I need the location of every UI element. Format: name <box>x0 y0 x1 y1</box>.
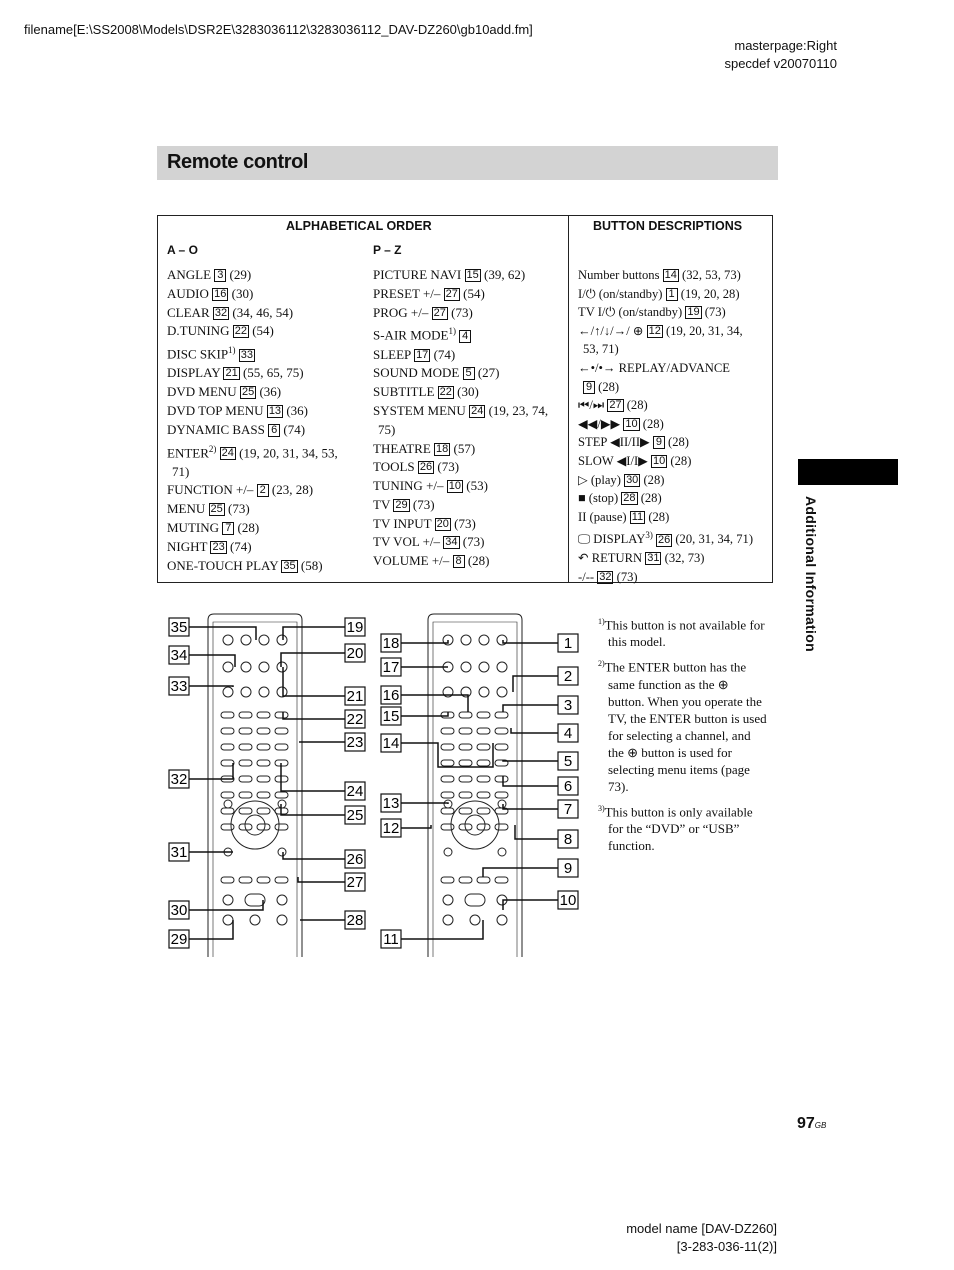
callout-number: 28 <box>346 912 364 929</box>
footnote: $^{2)}$The ENTER button has the same function as the ⊕ button. When you operate the TV, the ENTER button is used for selecting a channel, and the ⊕ button is used for selecting menu items (page 73). <box>598 659 767 794</box>
callout-number: 7 <box>563 801 573 818</box>
title-band <box>157 146 778 180</box>
footnote: $^{3)}$This button is only available for the “DVD” or “USB” function. <box>598 803 753 853</box>
index-entry: TV 29 (73) <box>373 496 435 512</box>
callout-number: 33 <box>170 678 188 695</box>
callout-number: 18 <box>382 635 400 652</box>
section-label: Additional Information <box>803 496 819 652</box>
index-entry: PRESET +/– 27 (54) <box>373 285 485 301</box>
index-entry: MENU 25 (73) <box>167 501 250 517</box>
callout-number: 14 <box>382 735 400 752</box>
col1-list <box>167 266 367 575</box>
callout-number: 8 <box>563 831 573 848</box>
header-masterpage: masterpage:Right <box>734 38 837 53</box>
index-entry: DISPLAY 21 (55, 65, 75) <box>167 365 304 381</box>
callout-number: 9 <box>563 860 573 877</box>
callout-number: 16 <box>382 687 400 704</box>
page-number <box>797 1115 826 1133</box>
index-entry: -/-- 32 (73) <box>578 569 638 584</box>
desc-header: BUTTON DESCRIPTIONS <box>593 219 743 233</box>
index-entry: D.TUNING 22 (54) <box>167 323 274 339</box>
index-entry: Number buttons 14 (32, 53, 73) <box>578 268 741 282</box>
callout-number: 26 <box>346 851 364 868</box>
page-number-value: 97 <box>797 1115 815 1132</box>
index-entry: ↶ RETURN 31 (32, 73) <box>578 551 705 566</box>
callout-number: 35 <box>170 619 188 636</box>
col3-list <box>578 266 770 586</box>
index-entry: SUBTITLE 22 (30) <box>373 384 479 400</box>
footer <box>626 1220 777 1256</box>
index-entry: SLOW ◀I/I▶ 10 (28) <box>578 453 692 468</box>
callout-number: 19 <box>346 619 364 636</box>
index-entry: SYSTEM MENU 24 (19, 23, 74, <box>373 402 549 418</box>
index-entry: TV I/⏻ (on/standby) 19 (73) <box>578 305 726 320</box>
callout-number: 5 <box>563 753 573 770</box>
index-entry: ←/↑/↓/→/ ⊕ 12 (19, 20, 31, 34, <box>578 323 743 338</box>
index-entry: DISC SKIP$^{1)}$ 33 <box>167 345 254 362</box>
callout-number: 23 <box>346 734 364 751</box>
index-entry: NIGHT 23 (74) <box>167 538 252 554</box>
callout-number: 20 <box>346 645 364 662</box>
callout-number: 34 <box>170 647 188 664</box>
index-entry: 9 (28) <box>578 378 770 397</box>
index-entry: DVD MENU 25 (36) <box>167 384 282 400</box>
index-entry: II (pause) 11 (28) <box>578 509 670 524</box>
index-entry: ■ (stop) 28 (28) <box>578 491 662 506</box>
index-entry: ANGLE 3 (29) <box>167 267 252 282</box>
callout-number: 13 <box>382 795 400 812</box>
index-entry: SOUND MODE 5 (27) <box>373 365 500 381</box>
index-entry: 71) <box>172 463 190 479</box>
index-entry: ⏮/⏭ 27 (28) <box>578 398 648 413</box>
index-entry: ◀◀/▶▶ 10 (28) <box>578 416 664 431</box>
header-specdef: specdef v20070110 <box>724 56 837 71</box>
page-number-suffix: GB <box>814 1121 827 1130</box>
index-entry: PICTURE NAVI 15 (39, 62) <box>373 267 526 282</box>
index-entry: ENTER$^{2)}$ 24 (19, 20, 31, 34, 53, <box>167 443 338 460</box>
index-entry: THEATRE 18 (57) <box>373 440 476 456</box>
button-index-table <box>157 215 773 583</box>
col2-list <box>373 266 563 571</box>
section-tab <box>798 459 898 485</box>
index-entry: ▷ (play) 30 (28) <box>578 472 665 487</box>
index-entry: AUDIO 16 (30) <box>167 285 254 301</box>
page-title: Remote control <box>167 151 309 173</box>
callout-number: 1 <box>563 635 573 652</box>
remote-control-figure <box>163 612 583 957</box>
index-entry: TV VOL +/– 34 (73) <box>373 534 485 550</box>
header-filename: filename[E:\SS2008\Models\DSR2E\3283036112\3283036112_DAV-DZ260\gb10add.fm] <box>24 22 533 37</box>
table-divider <box>568 216 569 582</box>
callout-number: 15 <box>382 708 400 725</box>
index-entry: 53, 71) <box>583 342 619 357</box>
callout-number: 27 <box>346 874 364 891</box>
callout-number: 29 <box>170 931 188 948</box>
callout-number: 6 <box>563 778 573 795</box>
callout-number: 17 <box>382 659 400 676</box>
footnotes <box>598 613 768 859</box>
index-entry: SLEEP 17 (74) <box>373 346 456 362</box>
index-entry: I/⏻ (on/standby) 1 (19, 20, 28) <box>578 286 740 301</box>
callout-number: 10 <box>559 892 577 909</box>
callout-number: 4 <box>563 725 573 742</box>
index-entry: DVD TOP MENU 13 (36) <box>167 402 308 418</box>
callout-number: 12 <box>382 820 400 837</box>
alpha-header: ALPHABETICAL ORDER <box>286 219 432 233</box>
col1-header: A – O <box>167 243 198 257</box>
footer-code: [3-283-036-11(2)] <box>676 1239 777 1254</box>
callout-number: 21 <box>346 688 364 705</box>
callout-number: 2 <box>563 668 573 685</box>
index-entry: 🖵 DISPLAY$^{3)}$ 26 (20, 31, 34, 71) <box>578 530 754 547</box>
footnote: $^{1)}$This button is not available for this model. <box>598 617 765 650</box>
callout-number: 30 <box>170 902 188 919</box>
index-entry: ←•/•→ REPLAY/ADVANCE <box>578 360 730 375</box>
callout-number: 3 <box>563 697 573 714</box>
index-entry: TOOLS 26 (73) <box>373 459 460 475</box>
index-entry: STEP ◀II/II▶ 9 (28) <box>578 435 690 450</box>
index-entry: DYNAMIC BASS 6 (74) <box>167 421 306 437</box>
index-entry: ONE-TOUCH PLAY 35 (58) <box>167 557 323 573</box>
index-entry: PROG +/– 27 (73) <box>373 304 473 320</box>
index-entry: 75) <box>378 421 396 437</box>
index-entry: S-AIR MODE$^{1)}$ 4 <box>373 322 563 345</box>
callout-number: 22 <box>346 711 364 728</box>
col2-header: P – Z <box>373 243 402 257</box>
header-meta <box>724 37 837 73</box>
index-entry: VOLUME +/– 8 (28) <box>373 553 490 569</box>
footer-model: model name [DAV-DZ260] <box>626 1221 777 1236</box>
index-entry: FUNCTION +/– 2 (23, 28) <box>167 482 314 498</box>
callout-number: 31 <box>170 844 188 861</box>
index-entry: TUNING +/– 10 (53) <box>373 478 488 494</box>
callout-number: 25 <box>346 807 364 824</box>
index-entry: CLEAR 32 (34, 46, 54) <box>167 304 294 320</box>
index-entry: TV INPUT 20 (73) <box>373 515 476 531</box>
index-entry: MUTING 7 (28) <box>167 520 260 536</box>
callout-number: 11 <box>383 931 399 948</box>
callout-number: 32 <box>170 771 188 788</box>
callout-number: 24 <box>346 783 364 800</box>
